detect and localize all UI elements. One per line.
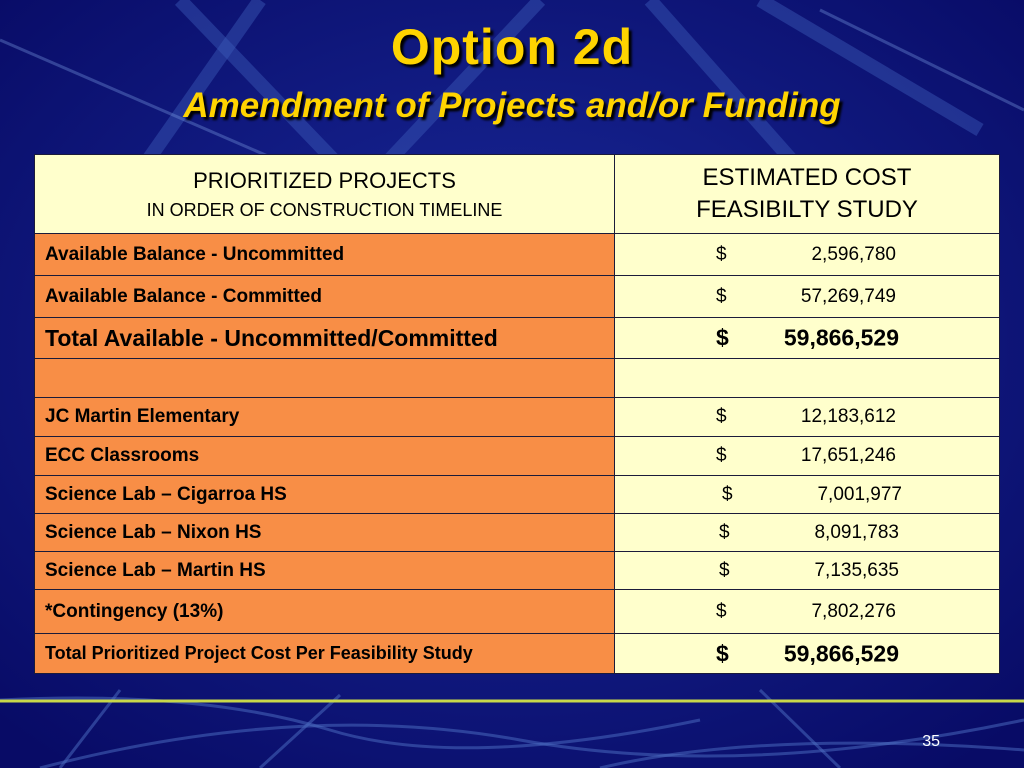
- currency-symbol: $: [716, 406, 727, 427]
- currency-symbol: $: [716, 445, 727, 466]
- table-row: [35, 398, 1000, 437]
- row-value: [615, 234, 1000, 276]
- row-value: [615, 318, 1000, 359]
- amount: 59,866,529: [783, 324, 899, 351]
- table-row-empty: [35, 359, 1000, 398]
- header-projects-title: PRIORITIZED PROJECTS: [193, 168, 456, 193]
- amount: 7,001,977: [817, 483, 902, 505]
- amount: 7,135,635: [814, 559, 899, 581]
- row-label: Total Prioritized Project Cost Per Feasibility Study: [35, 634, 615, 674]
- row-label: Available Balance - Committed: [35, 276, 615, 318]
- row-value: [615, 359, 1000, 398]
- header-cost: [615, 155, 1000, 234]
- table-row: [35, 590, 1000, 634]
- table-row: [35, 318, 1000, 359]
- row-value: [615, 634, 1000, 674]
- projects-table-container: [34, 154, 999, 674]
- table-header-row: [35, 155, 1000, 234]
- row-value: [615, 552, 1000, 590]
- table-row: [35, 437, 1000, 476]
- slide-title: Option 2d: [390, 19, 634, 75]
- amount: 8,091,783: [814, 521, 899, 543]
- currency-symbol: $: [719, 521, 730, 543]
- row-label: ECC Classrooms: [35, 437, 615, 476]
- row-value: [615, 514, 1000, 552]
- slide-subtitle: Amendment of Projects and/or Funding: [183, 86, 841, 125]
- row-label: Science Lab – Nixon HS: [35, 514, 615, 552]
- header-projects: [35, 155, 615, 234]
- amount: 2,596,780: [811, 243, 896, 265]
- row-label: [35, 359, 615, 398]
- amount: 59,866,529: [783, 640, 899, 666]
- currency-symbol: $: [716, 324, 729, 351]
- header-cost-subtitle: FEASIBILTY STUDY: [696, 196, 918, 223]
- currency-symbol: $: [716, 243, 727, 265]
- row-label: *Contingency (13%): [35, 590, 615, 634]
- table-row-total: [35, 634, 1000, 674]
- currency-symbol: $: [716, 600, 727, 622]
- row-value: [615, 476, 1000, 514]
- table-row: [35, 476, 1000, 514]
- table-row: [35, 552, 1000, 590]
- row-label: JC Martin Elementary: [35, 398, 615, 437]
- row-label: Science Lab – Cigarroa HS: [35, 476, 615, 514]
- table-row: [35, 514, 1000, 552]
- amount: 17,651,246: [800, 445, 896, 466]
- row-value: [615, 590, 1000, 634]
- header-projects-subtitle: IN ORDER OF CONSTRUCTION TIMELINE: [146, 200, 503, 220]
- currency-symbol: $: [716, 640, 729, 666]
- amount: 7,802,276: [811, 600, 896, 622]
- row-label: Total Available - Uncommitted/Committed: [35, 318, 615, 359]
- table-row: [35, 276, 1000, 318]
- projects-table: [34, 154, 1000, 674]
- page-number: 35: [922, 733, 940, 750]
- row-label: Available Balance - Uncommitted: [35, 234, 615, 276]
- amount: 12,183,612: [800, 406, 896, 427]
- currency-symbol: $: [722, 483, 733, 505]
- row-value: [615, 437, 1000, 476]
- currency-symbol: $: [716, 285, 727, 307]
- currency-symbol: $: [719, 559, 730, 581]
- header-cost-title: ESTIMATED COST: [702, 164, 912, 191]
- amount: 57,269,749: [800, 285, 896, 307]
- row-label: Science Lab – Martin HS: [35, 552, 615, 590]
- row-value: [615, 276, 1000, 318]
- row-value: [615, 398, 1000, 437]
- table-row: [35, 234, 1000, 276]
